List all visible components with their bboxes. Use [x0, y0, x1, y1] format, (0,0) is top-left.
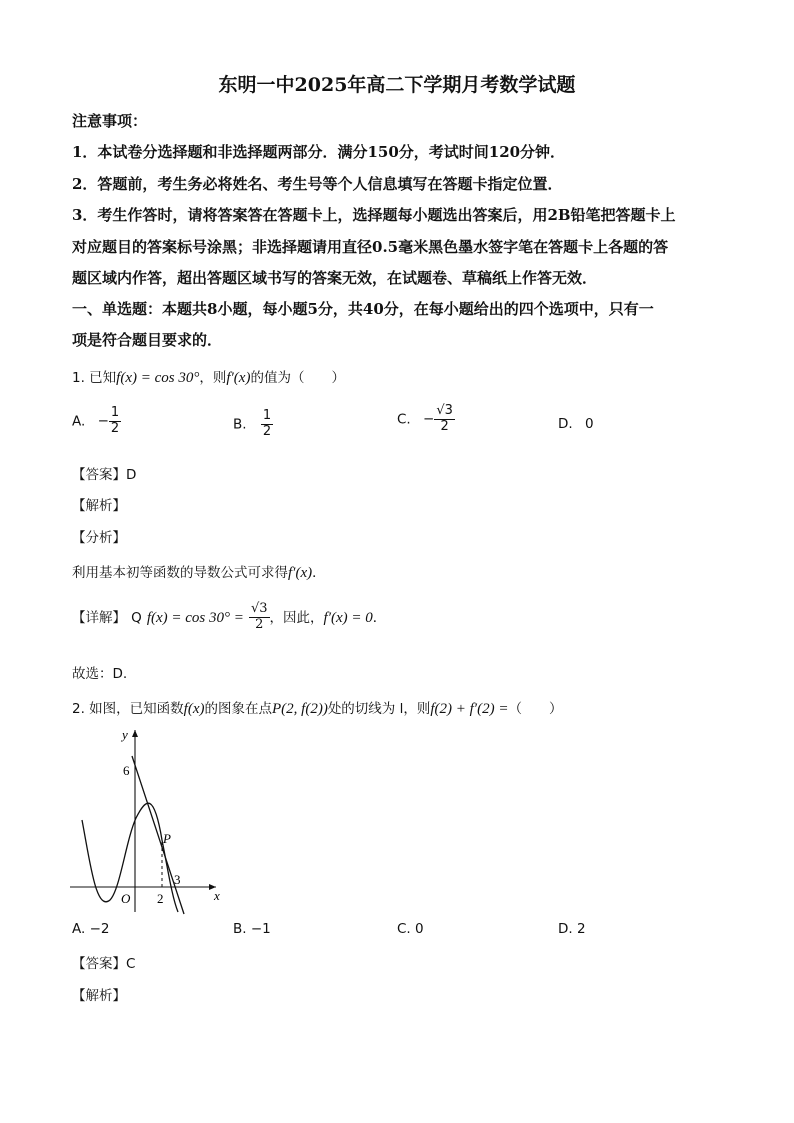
option-a-label: A. — [72, 413, 86, 430]
detail-therefore: Q — [131, 609, 142, 626]
q1-fenxi-tag: 【分析】 — [72, 530, 126, 546]
q2-mid2: 处的切线为 l，则 — [327, 701, 431, 717]
q2-option-c[interactable]: C. 0 — [397, 921, 424, 937]
q1-option-b[interactable] — [233, 409, 273, 440]
fenxi-end: ． — [312, 565, 326, 581]
section-heading: 一、单选题：本题共8小题，每小题5分，共40分，在每小题给出的四个选项中，只有一 — [72, 300, 654, 318]
q1-mid: ，则 — [199, 370, 227, 386]
q1-option-a[interactable] — [72, 406, 121, 437]
question-1-stem — [72, 366, 345, 387]
q1-prefix: 1. 已知 — [72, 370, 117, 386]
page-title: 东明一中2025年高二下学期月考数学试题 — [218, 74, 576, 96]
q1-expr-f: f(x) = cos 30° — [116, 370, 200, 386]
answer-tag: 【答案】 — [72, 956, 126, 972]
option-a-fraction — [109, 406, 121, 437]
q2-analysis-tag: 【解析】 — [72, 988, 126, 1004]
q1-option-c[interactable] — [397, 404, 455, 435]
notice-item-3-cont-2: 题区域内作答，超出答题区域书写的答案无效，在试题卷、草稿纸上作答无效． — [72, 269, 598, 287]
y-tick-6: 6 — [123, 763, 130, 778]
option-c-denominator: 2 — [440, 418, 449, 434]
q2-expr-point: P(2, f(2)) — [272, 701, 328, 717]
q1-suffix: 的值为（ ） — [250, 370, 345, 386]
option-c-fraction — [434, 404, 455, 435]
detail-end: ． — [372, 609, 387, 626]
q2-option-a[interactable]: A. −2 — [72, 921, 110, 937]
notice-item-2: 2．答题前，考生务必将姓名、考生号等个人信息填写在答题卡指定位置． — [72, 175, 563, 193]
q2-prefix: 2. 如图，已知函数 — [72, 701, 184, 717]
notice-item-3-cont-1: 对应题目的答案标号涂黑；非选择题请用直径0.5毫米黑色墨水签字笔在答题卡上各题的答 — [72, 238, 669, 256]
y-axis-label: y — [122, 727, 128, 742]
detail-denominator: 2 — [255, 616, 264, 632]
q1-option-d[interactable] — [558, 416, 594, 432]
section-heading-cont: 项是符合题目要求的． — [72, 331, 223, 349]
x-tick-2: 2 — [157, 891, 164, 906]
answer-tag: 【答案】 — [72, 467, 126, 483]
q1-analysis-tag: 【解析】 — [72, 498, 126, 514]
fenxi-text: 利用基本初等函数的导数公式可求得 — [72, 565, 288, 581]
option-c-numerator: √3 — [436, 403, 453, 418]
q1-detail-line — [72, 602, 386, 633]
q2-option-b[interactable]: B. −1 — [233, 921, 271, 937]
x-axis-label: x — [214, 888, 220, 903]
detail-fraction — [249, 602, 270, 633]
option-c-label: C. — [397, 411, 411, 428]
q2-function-graph — [66, 722, 226, 918]
q2-mid1: 的图象在点 — [204, 701, 272, 717]
option-b-fraction — [261, 409, 273, 440]
q2-answer — [72, 952, 135, 972]
detail-tag: 【详解】 — [72, 609, 126, 626]
detail-expr-1: f(x) = cos 30° = — [146, 609, 244, 626]
q1-conclusion: 故选：D. — [72, 666, 128, 682]
answer-value: C — [126, 956, 136, 972]
x-tick-3: 3 — [174, 872, 181, 887]
q2-expr-f: f(x) — [183, 701, 205, 717]
detail-expr-2: f′(x) = 0 — [323, 609, 373, 626]
option-b-numerator: 1 — [262, 408, 272, 423]
option-d-value: 0 — [584, 416, 594, 432]
option-a-sign: − — [97, 413, 109, 430]
notice-heading: 注意事项： — [72, 112, 148, 130]
detail-mid: ，因此， — [269, 609, 324, 626]
q1-answer — [72, 463, 136, 483]
notice-item-3: 3．考生作答时，请将答案答在答题卡上，选择题每小题选出答案后，用2B铅笔把答题卡上 — [72, 206, 676, 224]
answer-value: D — [126, 467, 137, 483]
q2-suffix: （ ） — [508, 701, 563, 717]
origin-label: O — [121, 891, 131, 906]
option-a-numerator: 1 — [110, 405, 120, 420]
option-d-label: D. — [558, 416, 573, 432]
option-b-label: B. — [233, 416, 247, 433]
y-axis-arrow — [132, 730, 138, 737]
point-p-label: P — [163, 831, 171, 846]
q2-option-d[interactable]: D. 2 — [558, 921, 586, 937]
notice-item-1: 1．本试卷分选择题和非选择题两部分．满分150分，考试时间120分钟． — [72, 143, 566, 161]
q2-expr-sum: f(2) + f′(2) = — [430, 701, 509, 717]
option-c-sign: − — [423, 411, 435, 428]
q1-fenxi-line — [72, 561, 326, 582]
fenxi-expr: f′(x) — [288, 565, 313, 581]
option-a-denominator: 2 — [110, 420, 120, 436]
option-b-denominator: 2 — [262, 423, 272, 439]
question-2-stem — [72, 697, 562, 718]
detail-numerator: √3 — [250, 601, 268, 616]
q1-expr-fprime: f′(x) — [226, 370, 251, 386]
